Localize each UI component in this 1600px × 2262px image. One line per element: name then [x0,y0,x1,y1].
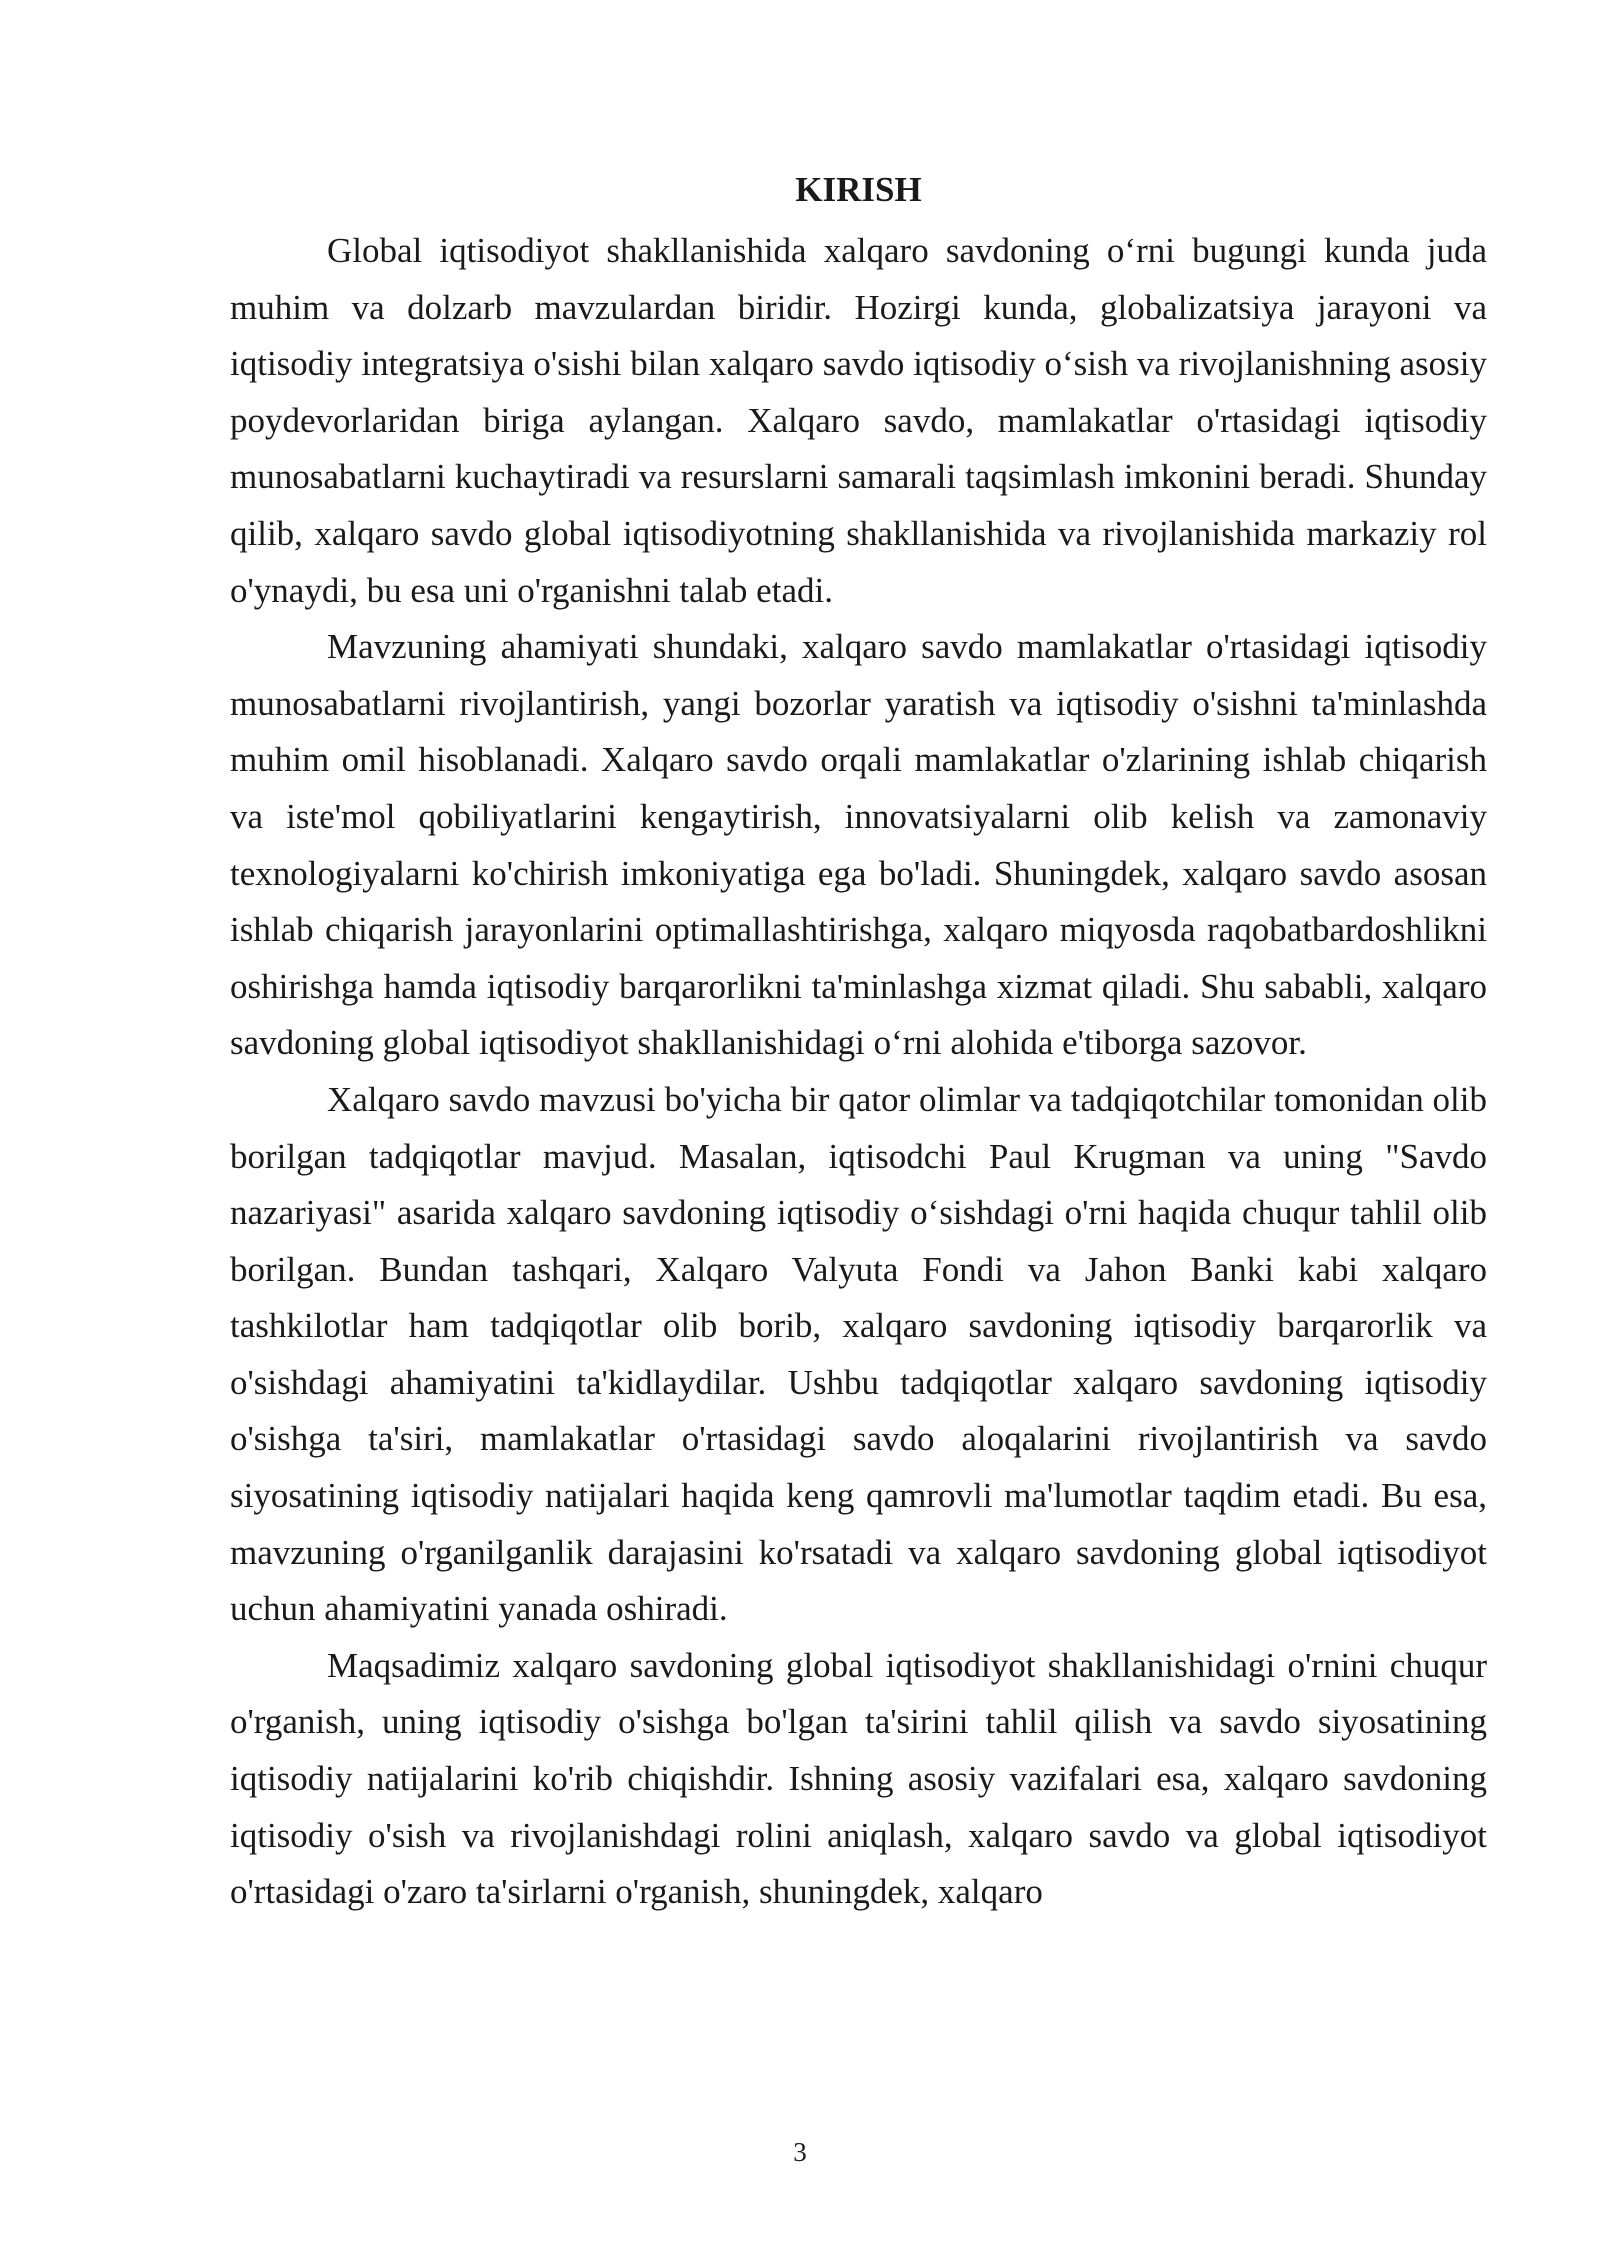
paragraph-2: Mavzuning ahamiyati shundaki, xalqaro savdo mamlakatlar o'rtasidagi iqtisodiy munosabatlarni rivojlantirish, yangi bozorlar yaratish va iqtisodiy o'sishni ta'minlashda muhim omil hisoblanadi. Xalqaro savdo orqali mamlakatlar o'zlarining ishlab chiqarish va iste'mol qobiliyatlarini kengaytirish, innovatsiyalarni olib kelish va zamonaviy texnologiyalarni ko'chirish imkoniyatiga ega bo'ladi. Shuningdek, xalqaro savdo asosan ishlab chiqarish jarayonlarini optimallashtirishga, xalqaro miqyosda raqobatbardoshlikni oshirishga hamda iqtisodiy barqarorlikni ta'minlashga xizmat qiladi. Shu sababli, xalqaro savdoning global iqtisodiyot shakllanishidagi o‘rni alohida e'tiborga sazovor. [230,627,1487,1063]
page-number: 3 [793,2137,807,2167]
section-title: KIRISH [795,170,922,209]
paragraph-3: Xalqaro savdo mavzusi bo'yicha bir qator olimlar va tadqiqotchilar tomonidan olib borilgan tadqiqotlar mavjud. Masalan, iqtisodchi Paul Krugman va uning "Savdo nazariyasi" asarida xalqaro savdoning iqtisodiy o‘sishdagi o'rni haqida chuqur tahlil olib borilgan. Bundan tashqari, Xalqaro Valyuta Fondi va Jahon Banki kabi xalqaro tashkilotlar ham tadqiqotlar olib borib, xalqaro savdoning iqtisodiy barqarorlik va o'sishdagi ahamiyatini ta'kidlaydilar. Ushbu tadqiqotlar xalqaro savdoning iqtisodiy o'sishga ta'siri, mamlakatlar o'rtasidagi savdo aloqalarini rivojlantirish va savdo siyosatining iqtisodiy natijalari haqida keng qamrovli ma'lumotlar taqdim etadi. Bu esa, mavzuning o'rganilganlik darajasini ko'rsatadi va xalqaro savdoning global iqtisodiyot uchun ahamiyatini yanada oshiradi. [230,1079,1487,1629]
paragraph-1: Global iqtisodiyot shakllanishida xalqaro savdoning o‘rni bugungi kunda juda muhim va dolzarb mavzulardan biridir. Hozirgi kunda, globalizatsiya jarayoni va iqtisodiy integratsiya o'sishi bilan xalqaro savdo iqtisodiy o‘sish va rivojlanishning asosiy poydevorlaridan biriga aylangan. Xalqaro savdo, mamlakatlar o'rtasidagi iqtisodiy munosabatlarni kuchaytiradi va resurslarni samarali taqsimlash imkonini beradi. Shunday qilib, xalqaro savdo global iqtisodiyotning shakllanishida va rivojlanishida markaziy rol o'ynaydi, bu esa uni o'rganishni talab etadi. [230,231,1487,610]
page-content [230,162,1487,1921]
paragraph-4: Maqsadimiz xalqaro savdoning global iqtisodiyot shakllanishidagi o'rnini chuqur o'rganish, uning iqtisodiy o'sishga bo'lgan ta'sirini tahlil qilish va savdo siyosatining iqtisodiy natijalarini ko'rib chiqishdir. Ishning asosiy vazifalari esa, xalqaro savdoning iqtisodiy o'sish va rivojlanishdagi rolini aniqlash, xalqaro savdo va global iqtisodiyot o'rtasidagi o'zaro ta'sirlarni o'rganish, shuningdek, xalqaro [230,1645,1487,1912]
